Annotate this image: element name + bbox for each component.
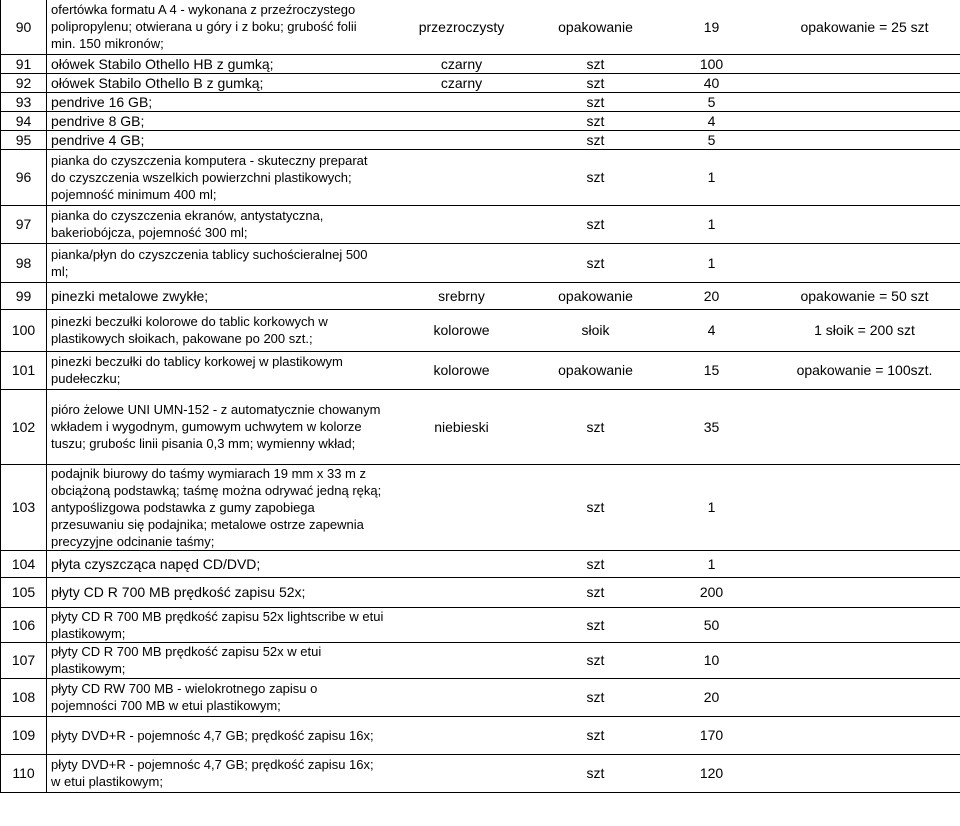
table-row: [1, 716, 960, 754]
row-number: 93: [1, 92, 47, 111]
item-color: przezroczysty: [387, 0, 537, 54]
row-number: 100: [1, 309, 47, 351]
item-name: płyty CD R 700 MB prędkość zapisu 52x w etui plastikowym;: [47, 642, 387, 678]
item-color: [387, 577, 537, 607]
table-row: [1, 550, 960, 577]
item-name: pendrive 4 GB;: [47, 130, 387, 149]
item-color: [387, 642, 537, 678]
item-quantity: 1: [655, 464, 769, 550]
row-number: 91: [1, 54, 47, 73]
item-unit: szt: [537, 389, 655, 464]
row-number: 92: [1, 73, 47, 92]
row-number: 104: [1, 550, 47, 577]
item-color: kolorowe: [387, 309, 537, 351]
item-name: ofertówka formatu A 4 - wykonana z przeźroczystego polipropylenu; otwierana u góry i z boku; grubość folii min. 150 mikronów;: [47, 0, 387, 54]
item-quantity: 15: [655, 351, 769, 389]
item-unit: szt: [537, 149, 655, 205]
item-quantity: 4: [655, 111, 769, 130]
item-quantity: 120: [655, 754, 769, 792]
item-unit: szt: [537, 54, 655, 73]
item-name: pianka/płyn do czyszczenia tablicy suchościeralnej 500 ml;: [47, 243, 387, 282]
unit-conversion: [769, 111, 960, 130]
item-color: [387, 149, 537, 205]
item-unit: szt: [537, 111, 655, 130]
item-quantity: 1: [655, 550, 769, 577]
item-color: [387, 716, 537, 754]
item-unit: szt: [537, 550, 655, 577]
item-unit: opakowanie: [537, 351, 655, 389]
row-number: 107: [1, 642, 47, 678]
item-name: pianka do czyszczenia komputera - skuteczny preparat do czyszczenia wszelkich powierzchni plastikowych; pojemność minimum 400 ml;: [47, 149, 387, 205]
item-unit: szt: [537, 642, 655, 678]
row-number: 106: [1, 607, 47, 642]
unit-conversion: [769, 754, 960, 792]
table-row: [1, 54, 960, 73]
item-quantity: 50: [655, 607, 769, 642]
item-name: płyty CD R 700 MB prędkość zapisu 52x lightscribe w etui plastikowym;: [47, 607, 387, 642]
item-color: czarny: [387, 54, 537, 73]
item-quantity: 1: [655, 243, 769, 282]
item-name: pinezki metalowe zwykłe;: [47, 282, 387, 309]
item-unit: szt: [537, 205, 655, 243]
item-quantity: 5: [655, 130, 769, 149]
unit-conversion: [769, 149, 960, 205]
row-number: 110: [1, 754, 47, 792]
unit-conversion: [769, 243, 960, 282]
item-color: czarny: [387, 73, 537, 92]
item-unit: szt: [537, 577, 655, 607]
row-number: 98: [1, 243, 47, 282]
unit-conversion: [769, 716, 960, 754]
row-number: 102: [1, 389, 47, 464]
item-color: [387, 550, 537, 577]
item-quantity: 10: [655, 642, 769, 678]
item-quantity: 100: [655, 54, 769, 73]
item-unit: szt: [537, 716, 655, 754]
row-number: 90: [1, 0, 47, 54]
table-row: [1, 282, 960, 309]
table-row: [1, 92, 960, 111]
item-name: ołówek Stabilo Othello B z gumką;: [47, 73, 387, 92]
unit-conversion: [769, 54, 960, 73]
row-number: 95: [1, 130, 47, 149]
item-unit: szt: [537, 92, 655, 111]
unit-conversion: [769, 607, 960, 642]
item-name: pendrive 16 GB;: [47, 92, 387, 111]
item-name: pinezki beczułki do tablicy korkowej w plastikowym pudełeczku;: [47, 351, 387, 389]
unit-conversion: opakowanie = 100szt.: [769, 351, 960, 389]
unit-conversion: [769, 130, 960, 149]
item-unit: szt: [537, 678, 655, 716]
unit-conversion: [769, 464, 960, 550]
item-color: [387, 205, 537, 243]
item-name: pendrive 8 GB;: [47, 111, 387, 130]
item-name: płyta czyszcząca napęd CD/DVD;: [47, 550, 387, 577]
item-name: podajnik biurowy do taśmy wymiarach 19 mm x 33 m z obciążoną podstawką; taśmę można odrywać jedną ręką; antypoślizgowa podstawka z gumy zapobiega przesuwaniu się podajnika; metalowe ostrze zapewnia precyzyjne odcinanie taśmy;: [47, 464, 387, 550]
item-quantity: 1: [655, 205, 769, 243]
item-unit: szt: [537, 73, 655, 92]
item-unit: szt: [537, 130, 655, 149]
item-quantity: 200: [655, 577, 769, 607]
item-name: płyty DVD+R - pojemnośc 4,7 GB; prędkość zapisu 16x;: [47, 716, 387, 754]
item-quantity: 20: [655, 678, 769, 716]
item-color: [387, 130, 537, 149]
item-unit: szt: [537, 464, 655, 550]
unit-conversion: [769, 389, 960, 464]
unit-conversion: [769, 678, 960, 716]
item-color: [387, 607, 537, 642]
item-unit: słoik: [537, 309, 655, 351]
item-name: pianka do czyszczenia ekranów, antystatyczna, bakeriobójcza, pojemność 300 ml;: [47, 205, 387, 243]
item-unit: szt: [537, 607, 655, 642]
table-row: [1, 678, 960, 716]
unit-conversion: 1 słoik = 200 szt: [769, 309, 960, 351]
item-name: płyty CD R 700 MB prędkość zapisu 52x;: [47, 577, 387, 607]
row-number: 109: [1, 716, 47, 754]
unit-conversion: opakowanie = 25 szt: [769, 0, 960, 54]
item-name: płyty DVD+R - pojemnośc 4,7 GB; prędkość zapisu 16x; w etui plastikowym;: [47, 754, 387, 792]
unit-conversion: [769, 92, 960, 111]
table-row: [1, 351, 960, 389]
unit-conversion: [769, 205, 960, 243]
row-number: 96: [1, 149, 47, 205]
row-number: 94: [1, 111, 47, 130]
unit-conversion: [769, 73, 960, 92]
table-row: [1, 149, 960, 205]
table-row: [1, 243, 960, 282]
item-name: pióro żelowe UNI UMN-152 - z automatycznie chowanym wkładem i wygodnym, gumowym uchwytem w kolorze tuszu; grubośc linii pisania 0,3 mm; wymienny wkład;: [47, 389, 387, 464]
item-quantity: 35: [655, 389, 769, 464]
table-row: [1, 130, 960, 149]
item-color: [387, 464, 537, 550]
table-row: [1, 389, 960, 464]
item-color: [387, 678, 537, 716]
table-row: [1, 464, 960, 550]
row-number: 105: [1, 577, 47, 607]
unit-conversion: opakowanie = 50 szt: [769, 282, 960, 309]
item-color: [387, 243, 537, 282]
item-quantity: 1: [655, 149, 769, 205]
item-color: [387, 111, 537, 130]
unit-conversion: [769, 577, 960, 607]
item-unit: opakowanie: [537, 0, 655, 54]
table-row: [1, 309, 960, 351]
table-row: [1, 205, 960, 243]
table-row: [1, 642, 960, 678]
item-quantity: 20: [655, 282, 769, 309]
item-quantity: 4: [655, 309, 769, 351]
item-color: [387, 754, 537, 792]
item-color: srebrny: [387, 282, 537, 309]
row-number: 101: [1, 351, 47, 389]
item-unit: szt: [537, 243, 655, 282]
row-number: 97: [1, 205, 47, 243]
unit-conversion: [769, 550, 960, 577]
item-name: płyty CD RW 700 MB - wielokrotnego zapisu o pojemności 700 MB w etui plastikowym;: [47, 678, 387, 716]
item-unit: szt: [537, 754, 655, 792]
item-quantity: 170: [655, 716, 769, 754]
item-unit: opakowanie: [537, 282, 655, 309]
item-quantity: 19: [655, 0, 769, 54]
item-quantity: 5: [655, 92, 769, 111]
row-number: 103: [1, 464, 47, 550]
table-row: [1, 73, 960, 92]
table-row: [1, 0, 960, 54]
table-row: [1, 754, 960, 792]
unit-conversion: [769, 642, 960, 678]
item-name: pinezki beczułki kolorowe do tablic korkowych w plastikowych słoikach, pakowane po 200 szt.;: [47, 309, 387, 351]
row-number: 99: [1, 282, 47, 309]
item-color: niebieski: [387, 389, 537, 464]
row-number: 108: [1, 678, 47, 716]
item-quantity: 40: [655, 73, 769, 92]
item-color: [387, 92, 537, 111]
item-color: kolorowe: [387, 351, 537, 389]
item-name: ołówek Stabilo Othello HB z gumką;: [47, 54, 387, 73]
table-row: [1, 607, 960, 642]
table-row: [1, 111, 960, 130]
table-row: [1, 577, 960, 607]
